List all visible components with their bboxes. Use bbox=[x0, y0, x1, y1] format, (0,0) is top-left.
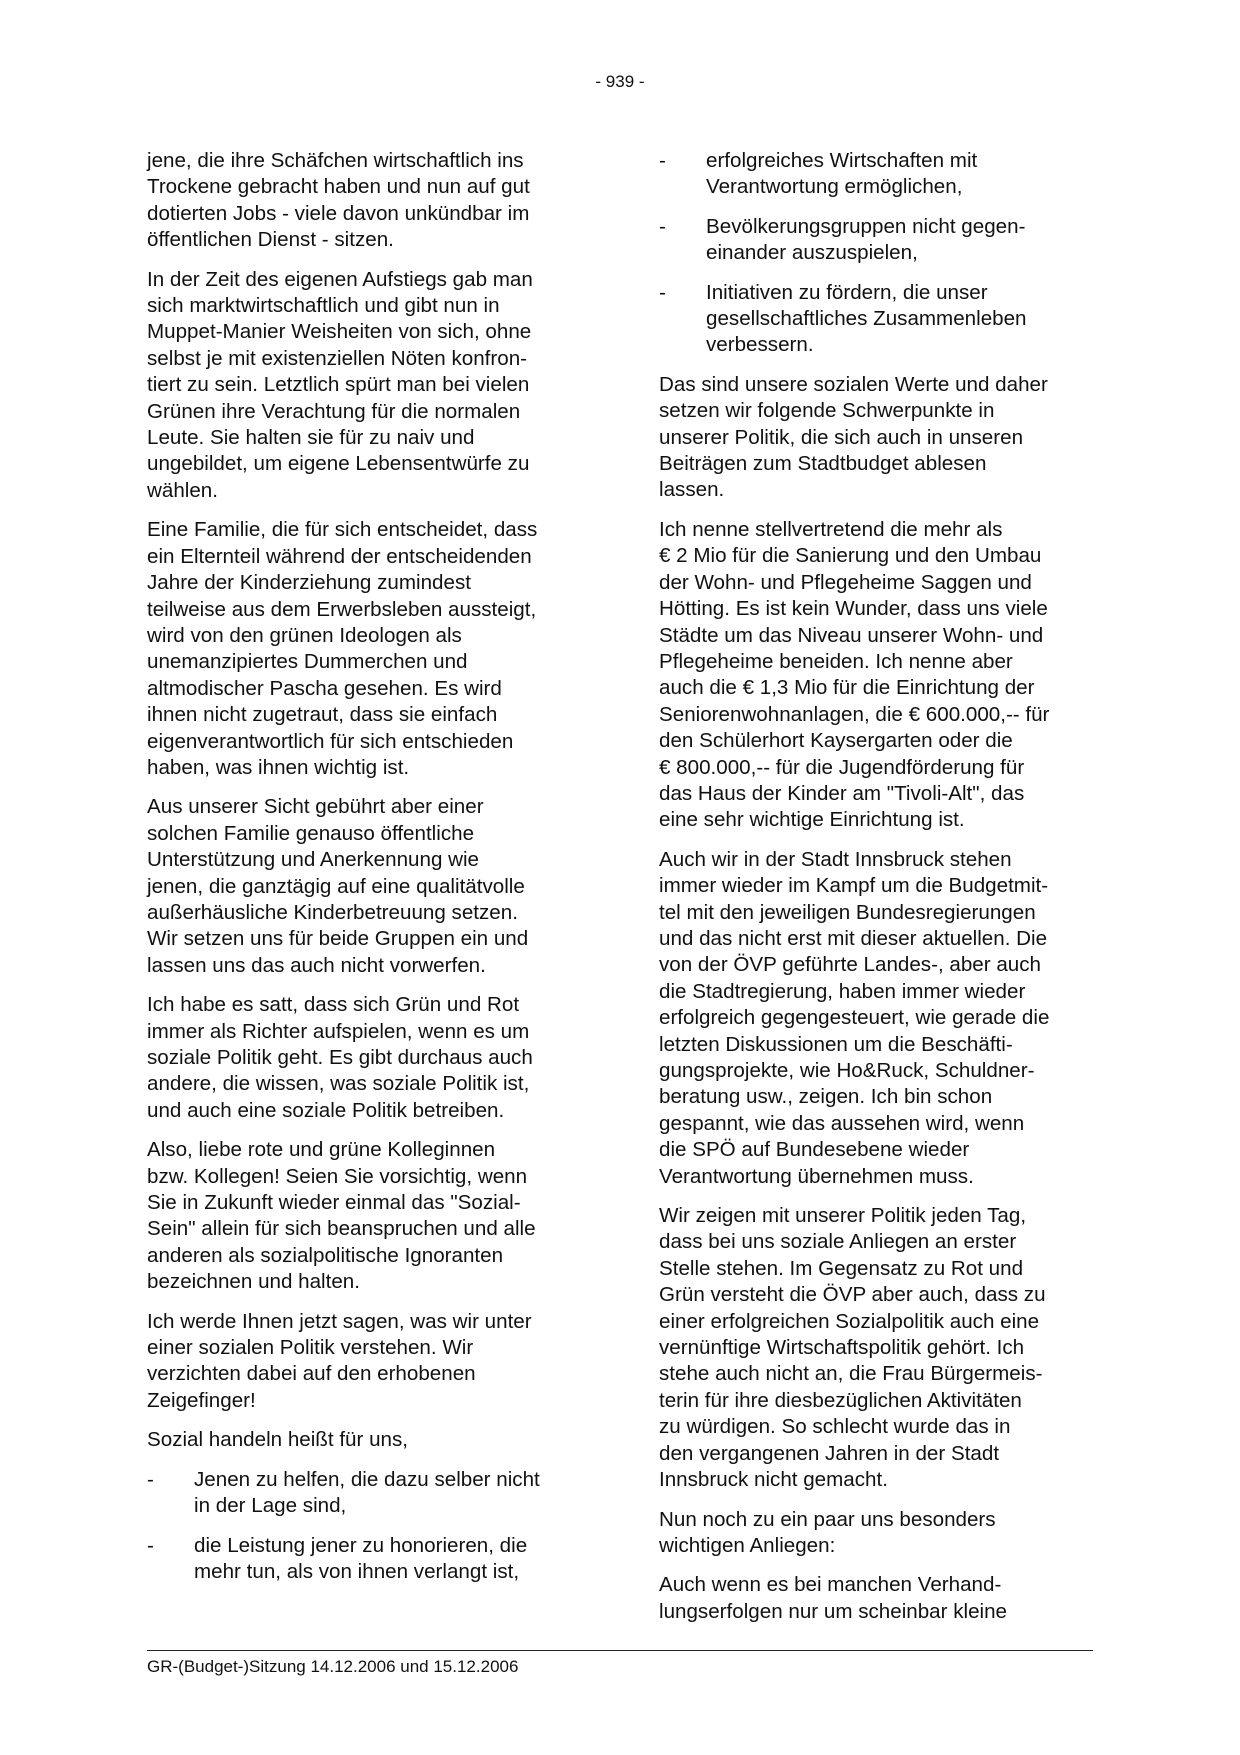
page-number: - 939 - bbox=[595, 72, 645, 91]
right-column bbox=[659, 148, 1104, 1638]
list-item-text: Initiativen zu fördern, die unser gesellschaftliches Zusammenleben verbessern. bbox=[706, 280, 1027, 357]
paragraph: Auch wir in der Stadt Innsbruck stehen immer wieder im Kampf um die Budgetmit- tel mit den jeweiligen Bundesregierungen und das nicht erst mit dieser aktuellen. Die von der ÖVP geführte Landes-, aber auch die Stadtregierung, haben immer wieder erfolgreich gegengesteuert, wie gerade die letzten Diskussionen um die Beschäfti- gungsprojekte, wie Ho&Ruck, Schuldner- beratung usw., zeigen. Ich bin schon gespannt, wie das aussehen wird, wenn die SPÖ auf Bundesebene wieder Verantwortung übernehmen muss. bbox=[659, 847, 1050, 1188]
list-item bbox=[147, 1467, 593, 1520]
list-item-text: die Leistung jener zu honorieren, die mehr tun, als von ihnen verlangt ist, bbox=[194, 1533, 528, 1583]
footer-divider bbox=[147, 1650, 1093, 1651]
paragraph: Wir zeigen mit unserer Politik jeden Tag, dass bei uns soziale Anliegen an erster Stelle stehen. Im Gegensatz zu Rot und Grün versteht die ÖVP aber auch, dass zu einer erfolgreichen Sozialpolitik auch eine vernünftige Wirtschaftspolitik gehört. Ich stehe auch nicht an, die Frau Bürgermeis- terin für ihre diesbezüglichen Aktivitäten zu würdigen. So schlecht wurde das in den vergangenen Jahren in der Stadt Innsbruck nicht gemacht. bbox=[659, 1204, 1046, 1492]
dash-marker: - bbox=[147, 1533, 154, 1557]
paragraph: Das sind unsere sozialen Werte und daher setzen wir folgende Schwerpunkte in unserer Politik, die sich auch in unseren Beiträgen zum Stadtbudget ablesen lassen. bbox=[659, 372, 1048, 502]
list-item-text: Bevölkerungsgruppen nicht gegen- einander auszuspielen, bbox=[706, 214, 1026, 265]
paragraph: Sozial handeln heißt für uns, bbox=[147, 1428, 409, 1452]
dash-marker: - bbox=[147, 1467, 154, 1491]
list-item bbox=[659, 214, 1104, 267]
dash-marker: - bbox=[659, 149, 666, 172]
list-item bbox=[659, 148, 1104, 201]
paragraph: Ich habe es satt, dass sich Grün und Rot immer als Richter aufspielen, wenn es um soziale Politik geht. Es gibt durchaus auch andere, die wissen, was soziale Politik ist, und auch eine soziale Politik betreiben. bbox=[147, 993, 533, 1122]
paragraph: Ich nenne stellvertretend die mehr als € 2 Mio für die Sanierung und den Umbau der Wohn- und Pflegeheime Saggen und Hötting. Es ist kein Wunder, dass uns viele Städte um das Niveau unserer Wohn- und Pflegeheime beneiden. Ich nenne aber auch die € 1,3 Mio für die Einrichtung der Seniorenwohnanlagen, die € 600.000,-- für den Schülerhort Kaysergarten oder die € 800.000,-- für die Jugendförderung für das Haus der Kinder am "Tivoli-Alt", das eine sehr wichtige Einrichtung ist. bbox=[659, 517, 1050, 832]
paragraph: Also, liebe rote und grüne Kolleginnen bzw. Kollegen! Seien Sie vorsichtig, wenn Sie in Zukunft wieder einmal das "Sozial- Sein" allein für sich beanspruchen und alle anderen als sozialpolitische Ignoranten bezeichnen und halten. bbox=[147, 1138, 536, 1294]
list-item-text: Jenen zu helfen, die dazu selber nicht in der Lage sind, bbox=[194, 1467, 540, 1518]
paragraph: jene, die ihre Schäfchen wirtschaftlich ins Trockene gebracht haben und nun auf gut dotierten Jobs - viele davon unkündbar im öffentlichen Dienst - sitzen. bbox=[147, 149, 530, 252]
paragraph: Eine Familie, die für sich entscheidet, dass ein Elternteil während der entscheidenden Jahre der Kinderziehung zumindest teilweise aus dem Erwerbsleben aussteigt, wird von den grünen Ideologen als unemanzipiertes Dummerchen und altmodischer Pascha gesehen. Es wird ihnen nicht zugetraut, dass sie einfach eigenverantwortlich für sich entschieden haben, was ihnen wichtig ist. bbox=[147, 518, 538, 779]
paragraph: Nun noch zu ein paar uns besonders wichtigen Anliegen: bbox=[659, 1507, 996, 1557]
dash-marker: - bbox=[659, 214, 666, 238]
paragraph: In der Zeit des eigenen Aufstiegs gab man sich marktwirtschaftlich und gibt nun in Muppet-Manier Weisheiten von sich, ohne selbst je mit existenziellen Nöten konfron- tiert zu sein. Letztlich spürt man bei vielen Grünen ihre Verachtung für die normalen Leute. Sie halten sie für zu naiv und ungebildet, um eigene Lebensentwürfe zu wählen. bbox=[147, 267, 533, 502]
footer-text: GR-(Budget-)Sitzung 14.12.2006 und 15.12.2006 bbox=[147, 1657, 519, 1676]
list-item-text: erfolgreiches Wirtschaften mit Verantwortung ermöglichen, bbox=[706, 149, 978, 199]
left-column bbox=[147, 148, 593, 1598]
list-item bbox=[147, 1533, 593, 1586]
dash-marker: - bbox=[659, 280, 666, 304]
paragraph: Ich werde Ihnen jetzt sagen, was wir unter einer sozialen Politik verstehen. Wir verzichten dabei auf den erhobenen Zeigefinger! bbox=[147, 1309, 532, 1412]
paragraph: Auch wenn es bei manchen Verhand- lungserfolgen nur um scheinbar kleine bbox=[659, 1573, 1008, 1623]
paragraph: Aus unserer Sicht gebührt aber einer solchen Familie genauso öffentliche Unterstützung und Anerkennung wie jenen, die ganztägig auf eine qualitätvolle außerhäusliche Kinderbetreuung setzen. Wir setzen uns für beide Gruppen ein und lassen uns das auch nicht vorwerfen. bbox=[147, 795, 529, 977]
list-item bbox=[659, 280, 1104, 359]
